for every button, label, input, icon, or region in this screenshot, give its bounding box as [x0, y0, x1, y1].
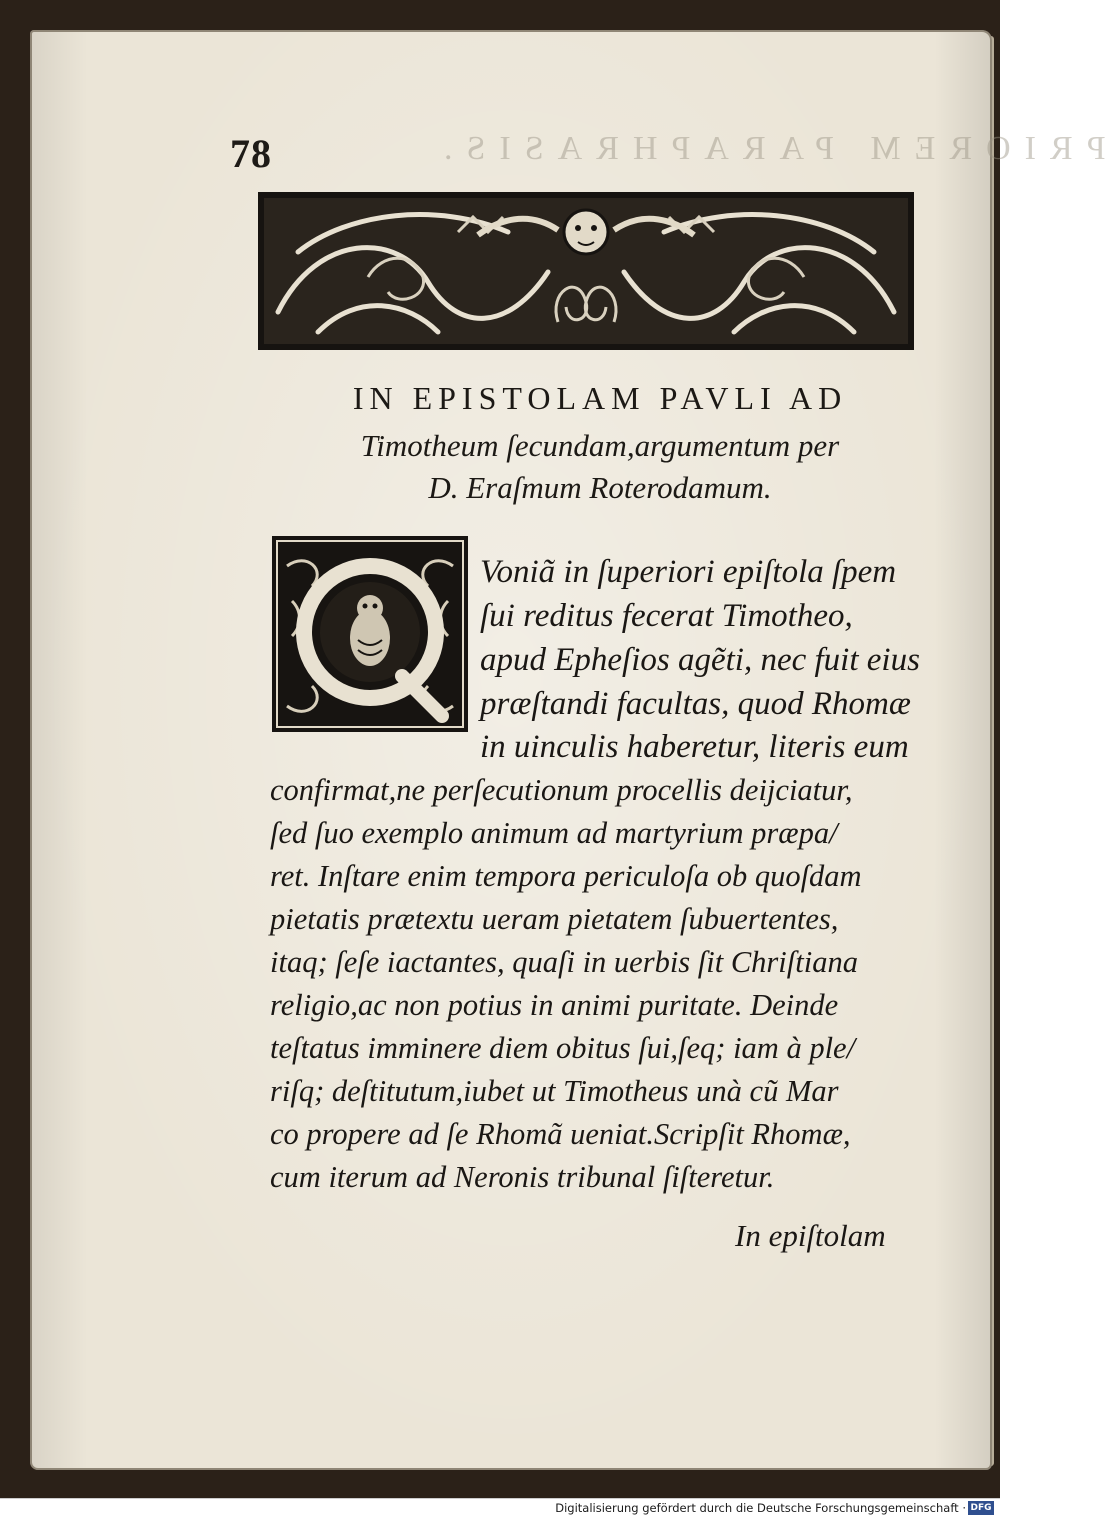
- body-line-9: pietatis prætextu ueram pietatem ſubuertentes,: [270, 902, 839, 936]
- bleed-through-header: PRIOREM PARAPHRASIS.: [430, 130, 1106, 167]
- body-line-3: apud Epheſios agẽti, nec fuit eius: [480, 642, 920, 678]
- body-line-13: riſq; deſtitutum,iubet ut Timotheus unà cũ Mar: [270, 1074, 839, 1108]
- body-line-11: religio,ac non potius in animi puritate. Deinde: [270, 988, 839, 1022]
- heading-line-3: D. Eraſmum Roterodamum.: [428, 470, 772, 505]
- body-line-14: co propere ad ſe Rhomã ueniat.Scripſit Rhomæ,: [270, 1117, 851, 1151]
- body-line-10: itaq; ſeſe iactantes, quaſi in uerbis ſit Chriſtiana: [270, 945, 858, 979]
- decorated-initial-q: [272, 536, 468, 732]
- body-line-5: in uinculis haberetur, literis eum: [480, 729, 909, 765]
- catchword: In epiſtolam: [735, 1218, 886, 1253]
- body-line-7: ſed ſuo exemplo animum ad martyrium præpa/: [270, 816, 838, 850]
- body-line-1: Voniã in ſuperiori epiſtola ſpem: [480, 554, 897, 590]
- page-number: 78: [230, 131, 272, 176]
- digitization-credit: Digitalisierung gefördert durch die Deutsche Forschungsgemeinschaft ·: [555, 1501, 966, 1515]
- body-line-4: præſtandi facultas, quod Rhomæ: [480, 686, 911, 722]
- body-line-12: teſtatus imminere diem obitus ſui,ſeq; iam à ple/: [270, 1031, 856, 1065]
- woodcut-ornament-band: [258, 192, 914, 350]
- body-line-15: cum iterum ad Neronis tribunal ſiſteretur.: [270, 1160, 775, 1194]
- body-line-8: ret. Inſtare enim tempora periculoſa ob quoſdam: [270, 859, 862, 893]
- body-line-6: confirmat,ne perſecutionum procellis deijciatur,: [270, 773, 853, 807]
- heading-line-2: Timotheum ſecundam,argumentum per: [360, 428, 840, 463]
- dfg-logo-icon: DFG: [968, 1501, 994, 1515]
- body-line-2: ſui reditus fecerat Timotheo,: [480, 598, 853, 634]
- heading-line-1: IN EPISTOLAM PAVLI AD: [352, 380, 848, 416]
